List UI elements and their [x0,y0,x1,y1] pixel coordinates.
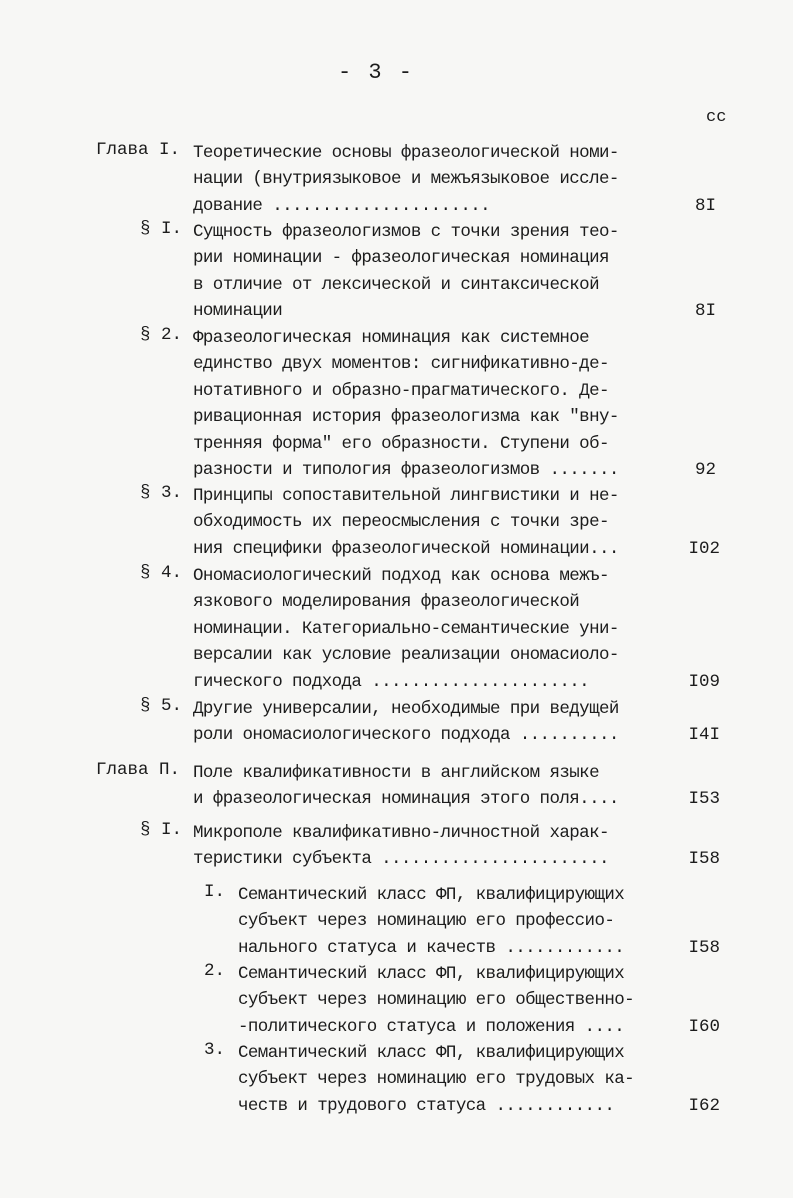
page-number: - 3 - [337,60,414,85]
toc-label: Глава П. [96,760,181,780]
page-column-header: сс [706,108,727,127]
toc-label: § I. [140,219,183,239]
toc-page-number: 8I [694,301,716,322]
toc-line: теристики субъекта ....................... [193,849,609,870]
toc-line: рии номинации - фразеологическая номинация [193,248,609,269]
toc-line: версалии как условие реализации ономасиоло- [193,645,619,666]
toc-line: нотативного и образно-прагматического. Де- [193,380,609,401]
toc-line: субъект через номинацию его профессио- [238,911,615,932]
toc-line: гического подхода ...................... [193,671,590,692]
toc-page-number: 8I [694,195,716,216]
toc-page-number: 92 [694,460,716,480]
toc-page-number: I53 [688,789,720,810]
toc-line: разности и типология фразеологизмов ....... [193,459,619,480]
toc-label: § 3. [140,483,183,503]
toc-line: Сущность фразеологизмов с точки зрения тео- [193,222,619,242]
toc-page-number: I4I [688,725,720,746]
toc-label: § 2. [140,325,183,345]
toc-page-number: I60 [688,1016,720,1037]
toc-line: ривационная история фразеологизма как "вну- [193,407,619,428]
toc-line: единство двух моментов: сигнификативно-де- [193,354,609,375]
toc-line: Теоретические основы фразеологической номи- [193,143,619,163]
toc-line: Семантический класс ФП, квалифицирующих [238,964,625,984]
toc-line: и фразеологическая номинация этого поля.... [193,789,619,810]
toc-line: -политического статуса и положения .... [238,1016,625,1037]
toc-line: нального статуса и качеств ............ [238,937,625,958]
toc-line: субъект через номинацию его общественно- [238,990,635,1011]
toc-line: номинации. Категориально-семантические уни- [193,618,619,639]
toc-line: в отличие от лексической и синтаксической [193,274,599,295]
toc-label: § I. [140,820,183,840]
toc-line: Поле квалификативности в английском языке [193,763,599,783]
toc-page-number: I09 [688,671,720,692]
toc-line: Принципы сопоставительной лингвистики и не- [193,486,619,506]
toc-line: обходимость их переосмысления с точки зре- [193,512,609,533]
toc-line: Ономасиологический подход как основа межъ- [193,566,609,586]
toc-line: субъект через номинацию его трудовых ка- [238,1069,635,1090]
toc-page-number: I58 [688,849,720,870]
toc-line: ния специфики фразеологической номинации... [193,538,619,559]
toc-label: Глава I. [96,140,181,160]
toc-line: Семантический класс ФП, квалифицирующих [238,1043,625,1063]
toc-label: 3. [204,1040,226,1060]
toc-line: Микрополе квалификативно-личностной харак- [193,823,609,843]
toc-label: § 5. [140,696,183,716]
toc-line: Другие универсалии, необходимые при ведущей [193,699,619,719]
toc-line: номинации [193,301,283,322]
toc-line: Семантический класс ФП, квалифицирующих [238,885,625,905]
toc-label: 2. [204,961,226,981]
toc-line: тренняя форма" его образности. Ступени об- [193,433,609,454]
toc-line: честв и трудового статуса ............ [238,1095,615,1116]
toc-page-number: I62 [688,1095,720,1116]
toc-line: дование ...................... [193,195,491,216]
toc-line: нации (внутриязыковое и межъязыковое иссле- [193,169,619,190]
toc-page-number: I02 [688,538,720,559]
toc-line: роли ономасиологического подхода .......... [193,725,619,746]
toc-label: § 4. [140,563,183,583]
toc-page-number: I58 [688,937,720,958]
toc-line: Фразеологическая номинация как системное [193,328,590,348]
toc-label: I. [204,882,226,902]
toc-line: язкового моделирования фразеологической [193,592,580,613]
